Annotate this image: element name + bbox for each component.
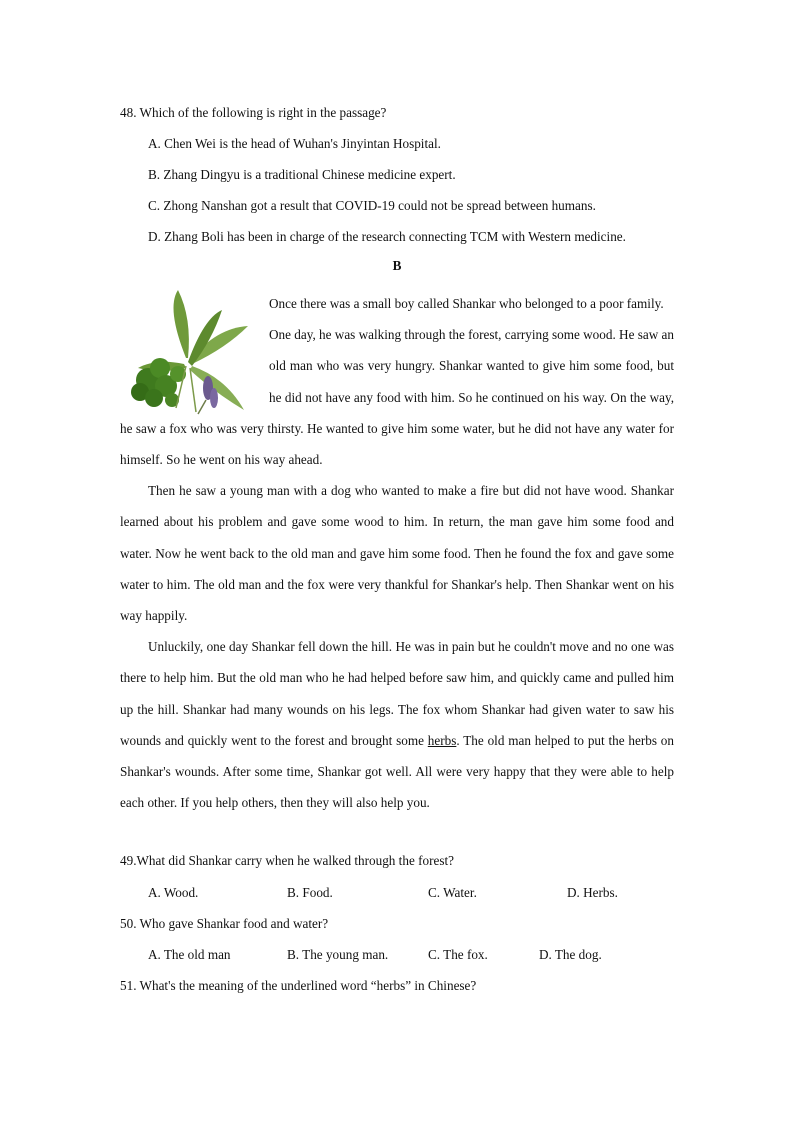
q49-option-a: A. Wood. [148, 885, 199, 900]
q49-option-d: D. Herbs. [567, 885, 618, 900]
passage [120, 288, 674, 818]
q50-option-d: D. The dog. [539, 947, 602, 962]
passage-paragraph-3: Then he saw a young man with a dog who wanted to make a fire but did not have wood. Shankar learned about his problem and gave some wood to him. In return, the man gave him some food and water. Now he went back to the old man and gave him some food. Then he found the fox and gave some water to him. The old man and the fox were very thankful for Shankar's help. Then Shankar went on his way happily. [120, 483, 674, 624]
q50-option-a: A. The old man [148, 947, 231, 962]
passage-paragraph-2: One day, he was walking through the forest, carrying some wood. He saw an old man who was very hungry. Shankar wanted to give him some food, but he did not have any food with him. So he continued on his way. On the way, he saw a fox who was very thirsty. He wanted to give him some water, but he did not have any water for himself. So he went on his way ahead. [120, 327, 674, 468]
question-49: 49.What did Shankar carry when he walked through the forest? [120, 853, 454, 868]
q50-option-b: B. The young man. [287, 947, 389, 962]
p4-text-after: . The old man helped to put the herbs on Shankar's wounds. After some time, Shankar got well. All were very happy that they were able to help each other. If you help others, then they will also help you. [120, 732, 674, 811]
passage-paragraph-4 [120, 631, 674, 818]
q49-option-b: B. Food. [287, 885, 333, 900]
underlined-word-herbs: herbs [427, 732, 457, 748]
q48-option-b: B. Zhang Dingyu is a traditional Chinese medicine expert. [148, 167, 456, 182]
passage-paragraph-1: Once there was a small boy called Shankar who belonged to a poor family. [269, 296, 664, 311]
question-48: 48. Which of the following is right in the passage? [120, 105, 387, 120]
section-title: B [392, 258, 402, 273]
q48-option-a: A. Chen Wei is the head of Wuhan's Jinyintan Hospital. [148, 136, 441, 151]
question-51: 51. What's the meaning of the underlined word “herbs” in Chinese? [120, 978, 477, 993]
q50-option-c: C. The fox. [428, 947, 488, 962]
question-50: 50. Who gave Shankar food and water? [120, 916, 329, 931]
image-spacer [120, 288, 269, 409]
q48-option-d: D. Zhang Boli has been in charge of the research connecting TCM with Western medicine. [148, 229, 626, 244]
q48-option-c: C. Zhong Nanshan got a result that COVID-19 could not be spread between humans. [148, 198, 596, 213]
q49-option-c: C. Water. [428, 885, 477, 900]
p4-text-before: Unluckily, one day Shankar fell down the hill. He was in pain but he couldn't move and no one was there to help him. But the old man who he had helped before saw him, and quickly came and pulled him up the hill. Shankar had many wounds on his legs. The fox whom Shankar had given water to saw his wounds and quickly went to the forest and brought some [120, 639, 674, 748]
